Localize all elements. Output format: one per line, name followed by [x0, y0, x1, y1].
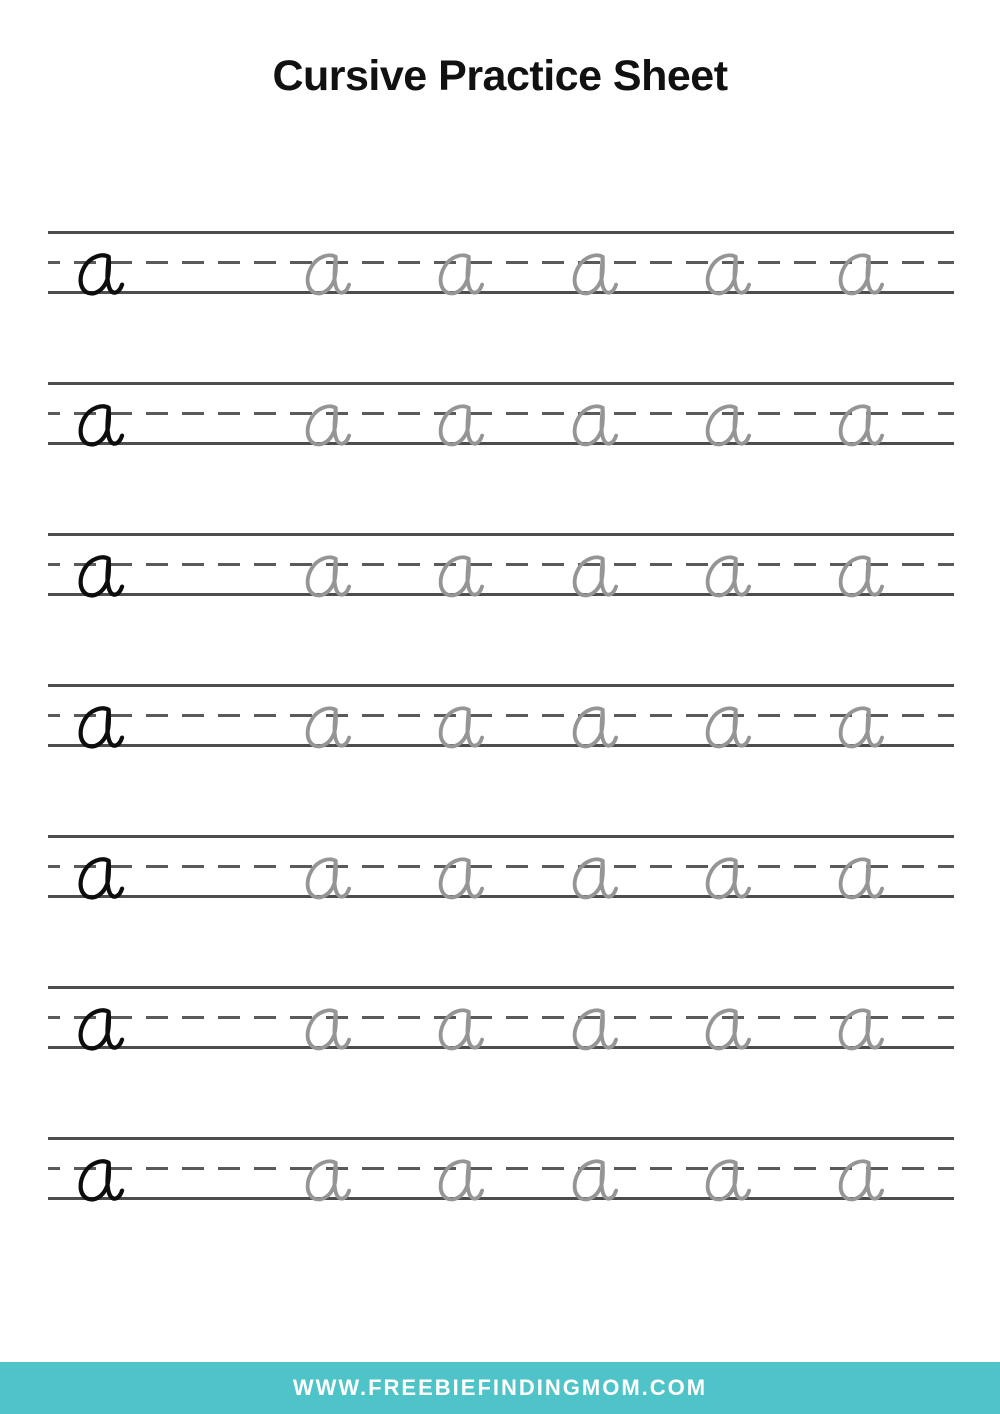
practice-row [48, 986, 954, 1049]
trace-cursive-letter-a [301, 554, 355, 600]
practice-row [48, 684, 954, 747]
practice-row [48, 231, 954, 294]
trace-cursive-letter-a [434, 252, 488, 298]
example-cursive-letter-a [74, 403, 128, 449]
footer-bar [0, 1362, 1000, 1414]
rule-dashed-midline [48, 563, 954, 566]
trace-cursive-letter-a [834, 1158, 888, 1204]
trace-cursive-letter-a [301, 1007, 355, 1053]
trace-cursive-letter-a [701, 856, 755, 902]
rule-dashed-midline [48, 714, 954, 717]
rule-baseline [48, 744, 954, 747]
trace-cursive-letter-a [568, 1158, 622, 1204]
trace-cursive-letter-a [301, 705, 355, 751]
trace-cursive-letter-a [301, 1158, 355, 1204]
footer-website-url: WWW.FREEBIEFINDINGMOM.COM [292, 1375, 708, 1400]
trace-cursive-letter-a [568, 705, 622, 751]
example-cursive-letter-a [74, 554, 128, 600]
trace-cursive-letter-a [568, 554, 622, 600]
trace-cursive-letter-a [434, 705, 488, 751]
trace-cursive-letter-a [301, 856, 355, 902]
trace-cursive-letter-a [701, 252, 755, 298]
trace-cursive-letter-a [834, 252, 888, 298]
trace-cursive-letter-a [434, 554, 488, 600]
rule-dashed-midline [48, 1167, 954, 1170]
rule-baseline [48, 593, 954, 596]
trace-cursive-letter-a [701, 403, 755, 449]
trace-cursive-letter-a [701, 705, 755, 751]
rule-baseline [48, 291, 954, 294]
practice-row [48, 382, 954, 445]
rule-baseline [48, 442, 954, 445]
trace-cursive-letter-a [834, 403, 888, 449]
trace-cursive-letter-a [568, 1007, 622, 1053]
rule-top-line [48, 684, 954, 687]
trace-cursive-letter-a [834, 1007, 888, 1053]
practice-row [48, 835, 954, 898]
trace-cursive-letter-a [434, 1007, 488, 1053]
trace-cursive-letter-a [434, 403, 488, 449]
trace-cursive-letter-a [834, 856, 888, 902]
trace-cursive-letter-a [568, 403, 622, 449]
trace-cursive-letter-a [568, 252, 622, 298]
trace-cursive-letter-a [701, 1007, 755, 1053]
trace-cursive-letter-a [701, 1158, 755, 1204]
example-cursive-letter-a [74, 856, 128, 902]
rule-top-line [48, 835, 954, 838]
rule-baseline [48, 1197, 954, 1200]
rule-top-line [48, 986, 954, 989]
trace-cursive-letter-a [834, 554, 888, 600]
example-cursive-letter-a [74, 1007, 128, 1053]
page-title: Cursive Practice Sheet [272, 52, 728, 100]
rule-top-line [48, 231, 954, 234]
rule-dashed-midline [48, 261, 954, 264]
example-cursive-letter-a [74, 1158, 128, 1204]
example-cursive-letter-a [74, 252, 128, 298]
rule-top-line [48, 533, 954, 536]
trace-cursive-letter-a [834, 705, 888, 751]
trace-cursive-letter-a [568, 856, 622, 902]
trace-cursive-letter-a [701, 554, 755, 600]
rule-dashed-midline [48, 412, 954, 415]
trace-cursive-letter-a [301, 403, 355, 449]
practice-row [48, 1137, 954, 1200]
practice-row [48, 533, 954, 596]
trace-cursive-letter-a [301, 252, 355, 298]
trace-cursive-letter-a [434, 1158, 488, 1204]
rule-baseline [48, 1046, 954, 1049]
trace-cursive-letter-a [434, 856, 488, 902]
rule-baseline [48, 895, 954, 898]
example-cursive-letter-a [74, 705, 128, 751]
rule-top-line [48, 1137, 954, 1140]
practice-rows [48, 231, 954, 1288]
rule-dashed-midline [48, 1016, 954, 1019]
rule-top-line [48, 382, 954, 385]
rule-dashed-midline [48, 865, 954, 868]
